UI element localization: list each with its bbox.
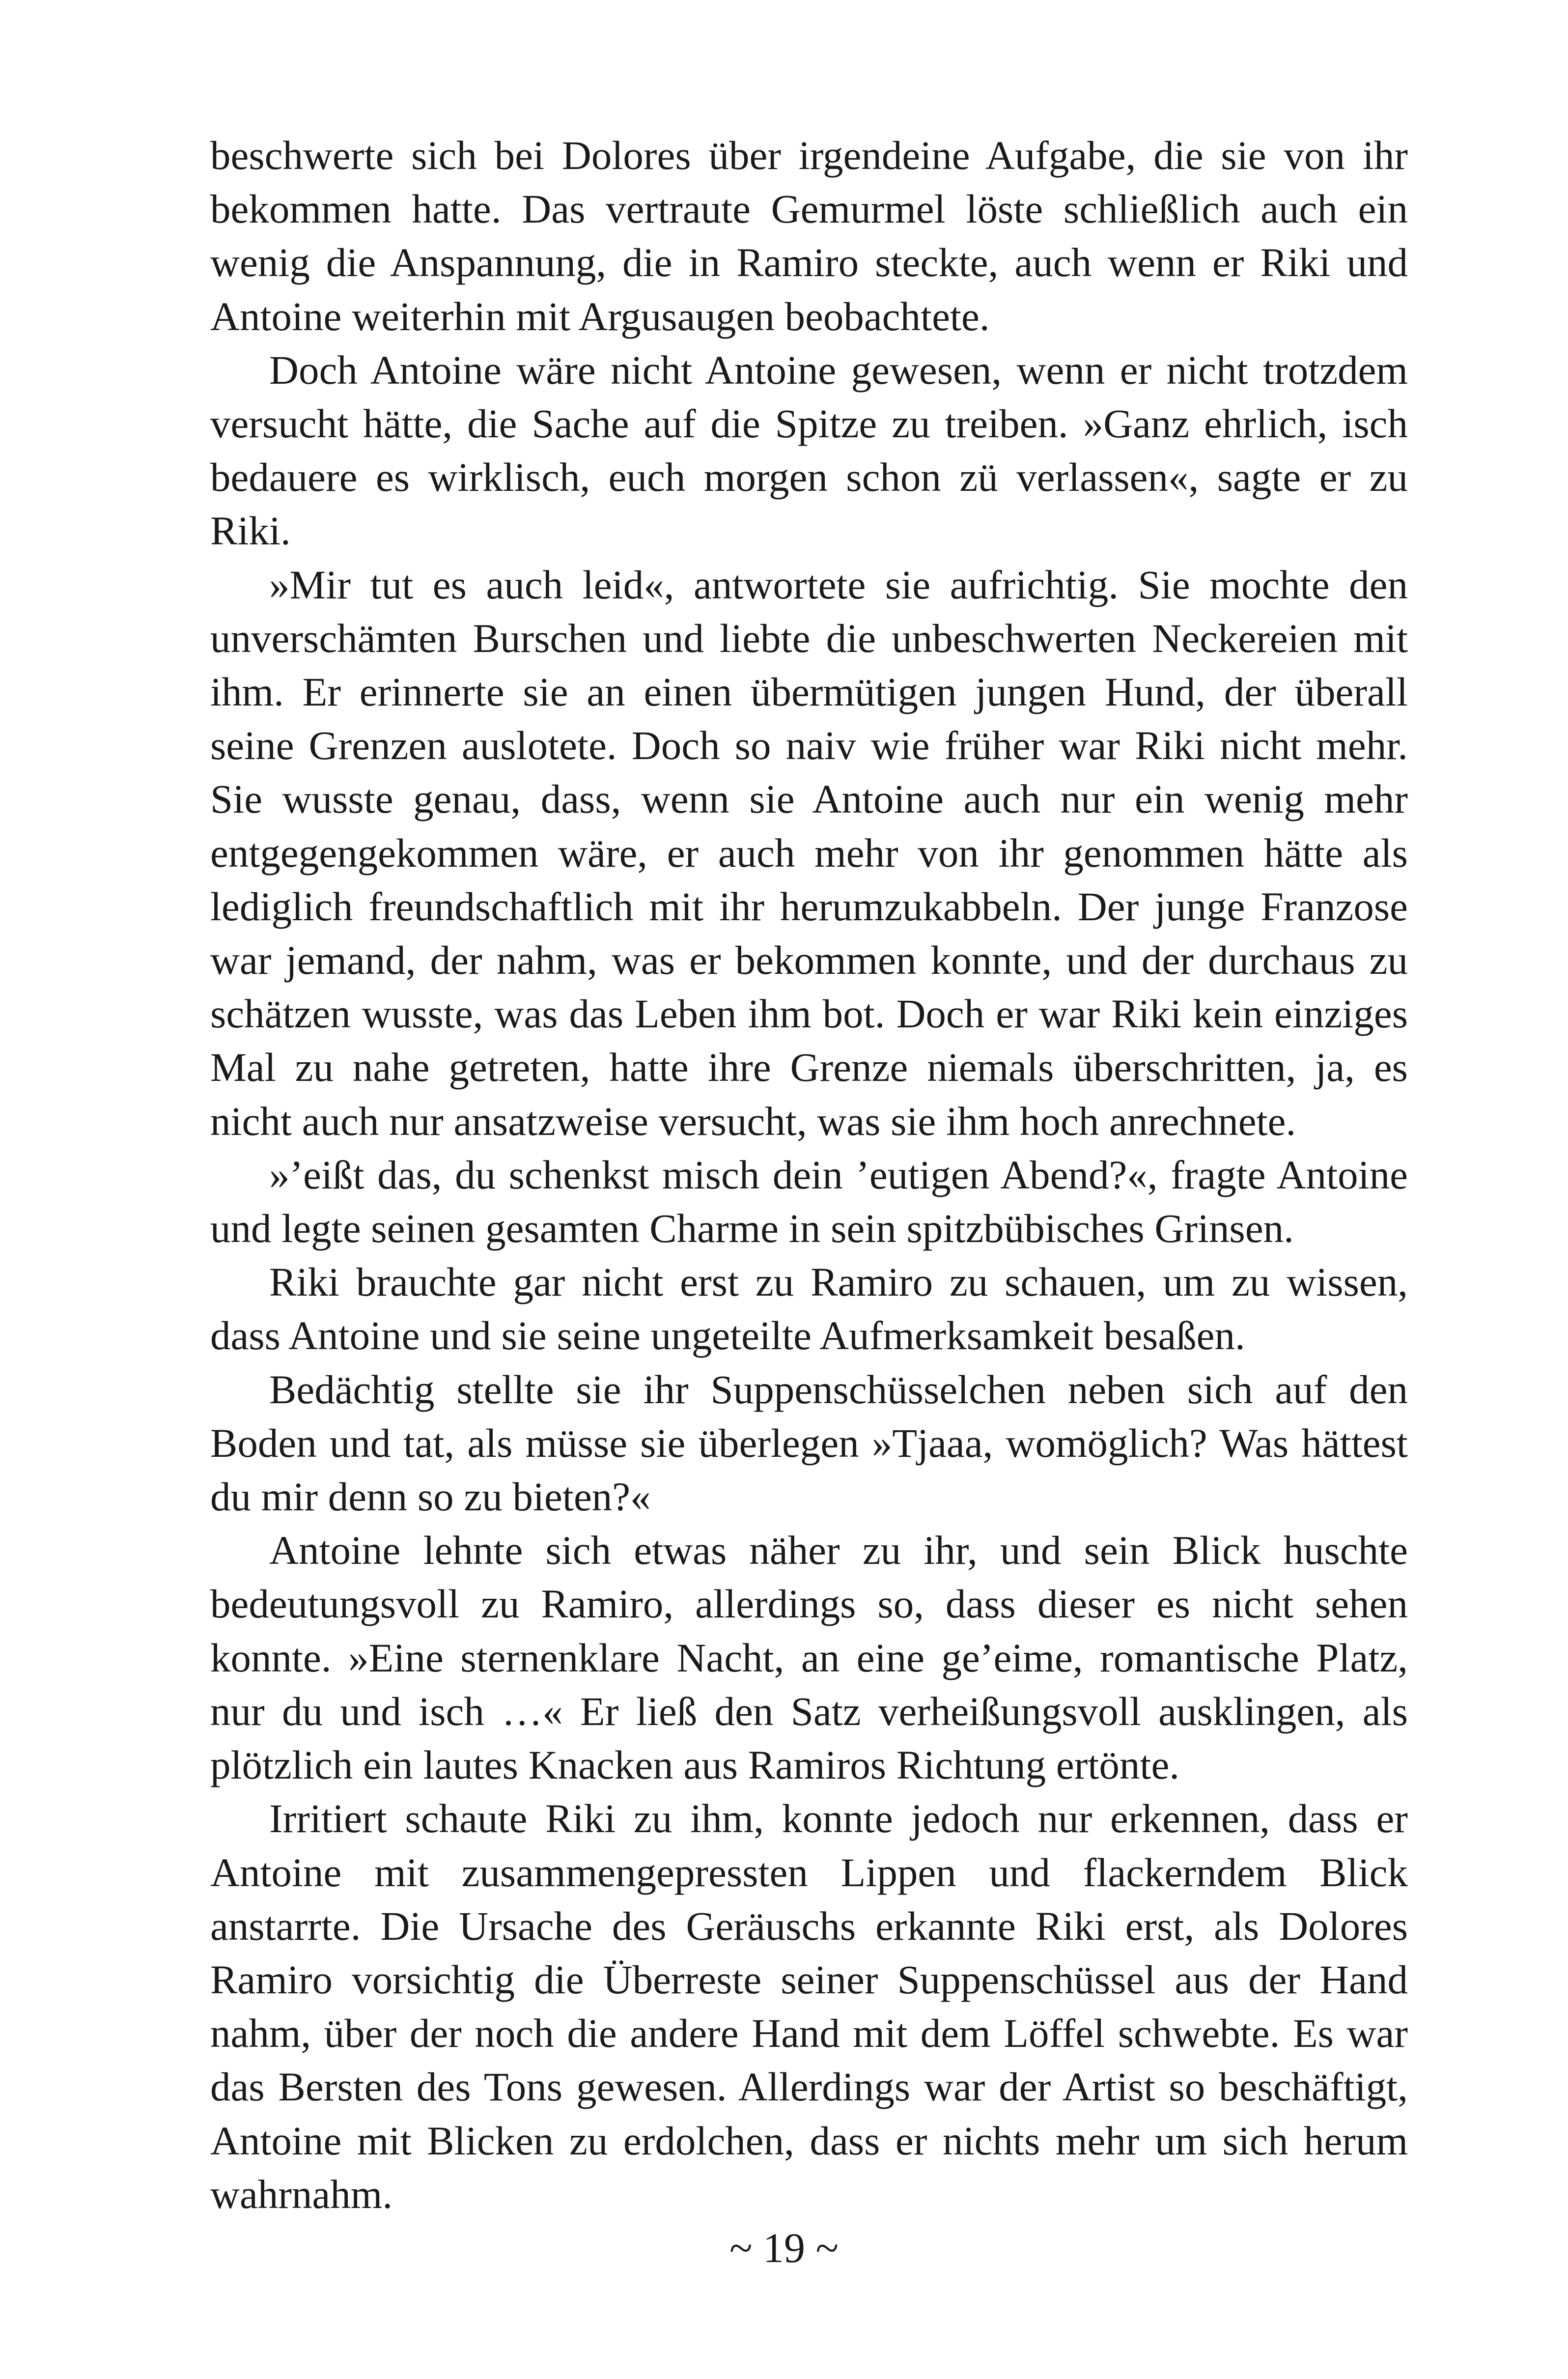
paragraph: Antoine lehnte sich etwas näher zu ihr, und sein Blick huschte bedeutungsvoll zu Ramiro, allerdings so, dass dieser es nicht sehen konnte. »Eine sternenklare Nacht, an eine ge’eime, romantische Platz, nur du und isch …« Er ließ den Satz verheißungsvoll ausklingen, als plötzlich ein lautes Knacken aus Ramiros Richtung ertönte. bbox=[210, 1528, 1408, 1788]
paragraph: Doch Antoine wäre nicht Antoine gewesen, wenn er nicht trotzdem versucht hätte, die Sache auf die Spitze zu treiben. »Ganz ehrlich, isch bedauere es wirklisch, euch morgen schon zü verlassen«, sagte er zu Riki. bbox=[210, 347, 1408, 554]
page-number: ~ 19 ~ bbox=[729, 2224, 839, 2271]
paragraph: Bedächtig stellte sie ihr Suppenschüsselchen neben sich auf den Boden und tat, als müsse sie überlegen »Tjaaa, womöglich? Was hättest du mir denn so zu bieten?« bbox=[210, 1366, 1408, 1520]
paragraph: »’eißt das, du schenkst misch dein ’eutigen Abend?«, fragte Antoine und legte seinen gesamten Charme in sein spitzbübisches Grinsen. bbox=[210, 1152, 1408, 1251]
paragraph-continuation: beschwerte sich bei Dolores über irgendeine Aufgabe, die sie von ihr bekommen hatte. Das vertraute Gemurmel löste schließlich auch ein wenig die Anspannung, die in Ramiro steckte, auch wenn er Riki und Antoine weiterhin mit Argusaugen beobachtete. bbox=[210, 133, 1408, 339]
paragraph: Riki brauchte gar nicht erst zu Ramiro zu schauen, um zu wissen, dass Antoine und sie seine ungeteilte Aufmerksamkeit besaßen. bbox=[210, 1259, 1408, 1359]
body-text bbox=[210, 129, 1408, 2221]
paragraph: Irritiert schaute Riki zu ihm, konnte jedoch nur erkennen, dass er Antoine mit zusammengepressten Lippen und flackerndem Blick anstarrte. Die Ursache des Geräuschs erkannte Riki erst, als Dolores Ramiro vorsichtig die Überreste seiner Suppenschüssel aus der Hand nahm, über der noch die andere Hand mit dem Löffel schwebte. Es war das Bersten des Tons gewesen. Allerdings war der Artist so beschäftigt, Antoine mit Blicken zu erdolchen, dass er nichts mehr um sich herum wahrnahm. bbox=[210, 1796, 1408, 2217]
paragraph: »Mir tut es auch leid«, antwortete sie aufrichtig. Sie mochte den unverschämten Burschen und liebte die unbeschwerten Neckereien mit ihm. Er erinnerte sie an einen übermütigen jungen Hund, der überall seine Grenzen auslotete. Doch so naiv wie früher war Riki nicht mehr. Sie wusste genau, dass, wenn sie Antoine auch nur ein wenig mehr entgegengekommen wäre, er auch mehr von ihr genommen hätte als lediglich freundschaftlich mit ihr herumzukabbeln. Der junge Franzose war jemand, der nahm, was er bekommen konnte, und der durchaus zu schätzen wusste, was das Leben ihm bot. Doch er war Riki kein einziges Mal zu nahe getreten, hatte ihre Grenze niemals überschritten, ja, es nicht auch nur ansatzweise versucht, was sie ihm hoch anrechnete. bbox=[210, 562, 1408, 1144]
